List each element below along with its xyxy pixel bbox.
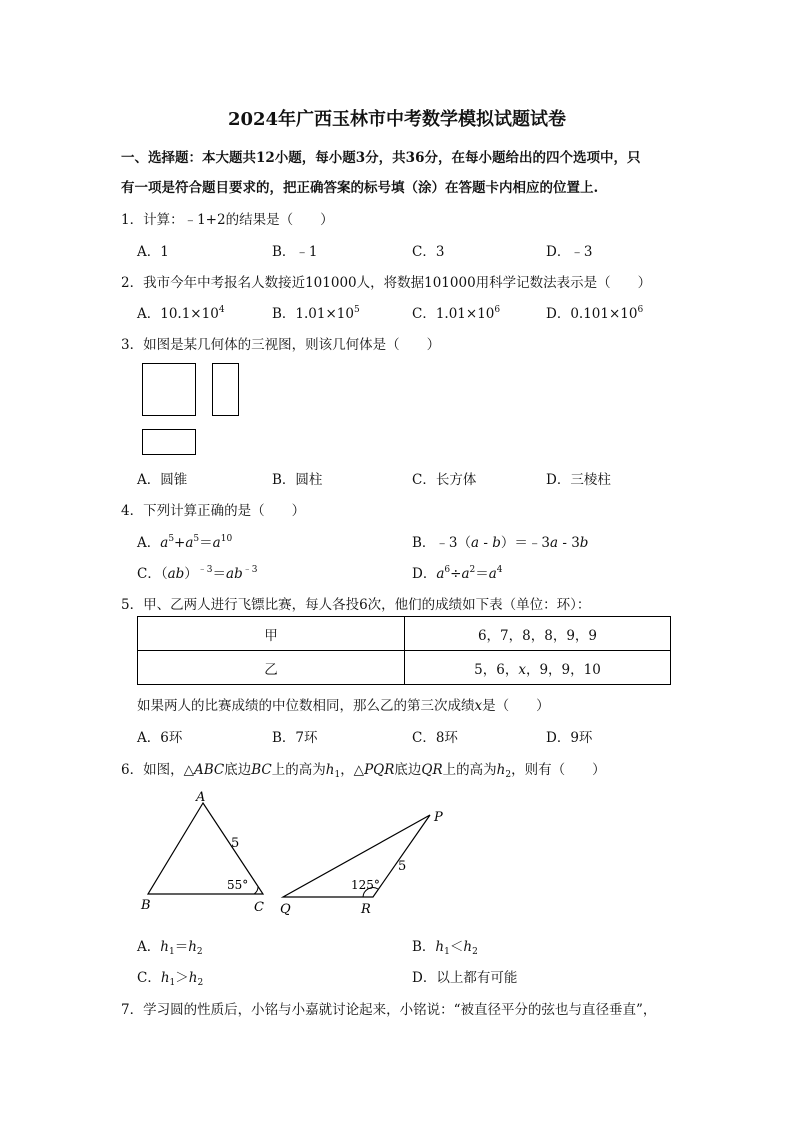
- angle-label-125: 125°: [351, 878, 380, 892]
- question-2-option-d: D．$0.101\times 10^6$: [546, 305, 644, 322]
- page-title: 2024年广西玉林市中考数学模拟试题试卷: [227, 109, 567, 130]
- question-5-prompt: 如果两人的比赛成绩的中位数相同，那么乙的第三次成绩x是（ ）: [137, 698, 550, 714]
- question-5-stem: 5．甲、乙两人进行飞镖比赛，每人各投6次，他们的成绩如下表（单位：环）：: [121, 597, 591, 613]
- top-view-rectangle: [142, 429, 196, 455]
- score-table: [137, 616, 671, 685]
- question-1-option-a: A．1: [137, 244, 169, 260]
- question-3-option-a: A．圆锥: [137, 472, 188, 488]
- side-length-label: 5: [231, 836, 240, 851]
- section-instructions-line1: 一、选择题：本大题共12小题，每小题3分，共36分，在每小题给出的四个选项中，只: [121, 150, 641, 166]
- question-1-stem: 1．计算：﹣1+2的结果是（ ）: [121, 212, 334, 228]
- question-6-option-a: A．$h_1=h_2$: [137, 939, 203, 957]
- side-length-label: 5: [398, 859, 407, 874]
- question-6-option-c: C．$h_1>h_2$: [137, 970, 204, 988]
- question-5-option-b: B．7环: [272, 730, 318, 746]
- question-1-option-b: B．﹣1: [272, 244, 318, 260]
- front-view-square: [142, 363, 196, 416]
- question-6-stem: 6．如图，△ABC底边BC上的高为$h_1$，△PQR底边QR上的高为$h_2$，则有（ ）: [121, 762, 606, 780]
- question-6-option-d: D．以上都有可能: [412, 970, 518, 986]
- question-4-option-a: A．$a^5+a^5=a^{10}$: [137, 534, 233, 551]
- vertex-label-a: A: [196, 790, 206, 805]
- vertex-label-b: B: [141, 898, 151, 913]
- vertex-label-q: Q: [280, 902, 291, 917]
- side-view-rectangle: [212, 363, 239, 416]
- table-cell-name: 乙: [138, 651, 405, 685]
- question-3-stem: 3．如图是某几何体的三视图，则该几何体是（ ）: [121, 337, 441, 353]
- vertex-label-r: R: [361, 902, 371, 917]
- table-cell-scores: 6，7，8，8，9，9: [405, 617, 671, 651]
- question-4-option-c: C．$(ab)^{﹣3}=ab^{﹣3}$: [137, 565, 258, 582]
- question-2-option-a: A．$10.1\times 10^4$: [137, 305, 225, 322]
- vertex-label-c: C: [254, 900, 264, 915]
- question-5-option-d: D．9环: [546, 730, 593, 746]
- table-cell-scores: 5，6，x，9，9，10: [405, 651, 671, 685]
- question-5-option-a: A．6环: [137, 730, 183, 746]
- question-2-option-b: B．$1.01\times 10^5$: [272, 305, 360, 322]
- table-row: [138, 651, 671, 685]
- question-4-stem: 4．下列计算正确的是（ ）: [121, 503, 306, 519]
- table-row: [138, 617, 671, 651]
- table-cell-name: 甲: [138, 617, 405, 651]
- question-1-option-c: C．3: [412, 244, 445, 260]
- question-2-option-c: C．$1.01\times 10^6$: [412, 305, 501, 322]
- angle-c-arc: [254, 886, 258, 894]
- triangle-figures: [130, 785, 460, 920]
- question-4-option-d: D．$a^6\div a^2=a^4$: [412, 565, 503, 582]
- question-1-option-d: D．﹣3: [546, 244, 593, 260]
- vertex-label-p: P: [434, 810, 443, 825]
- question-2-stem: 2．我市今年中考报名人数接近101000人，将数据101000用科学记数法表示是（ ）: [121, 275, 652, 291]
- section-instructions-line2: 有一项是符合题目要求的，把正确答案的标号填（涂）在答题卡内相应的位置上.: [121, 180, 599, 196]
- question-3-option-c: C．长方体: [412, 472, 477, 488]
- question-4-option-b: B．﹣3（a - b）＝﹣3a - 3b: [412, 535, 589, 551]
- question-6-option-b: B．$h_1<h_2$: [412, 939, 478, 957]
- question-7-stem: 7．学习圆的性质后，小铭与小嘉就讨论起来，小铭说：“被直径平分的弦也与直径垂直”，: [121, 1002, 657, 1018]
- question-3-option-b: B．圆柱: [272, 472, 323, 488]
- question-5-option-c: C．8环: [412, 730, 458, 746]
- question-3-option-d: D．三棱柱: [546, 472, 611, 488]
- angle-label-55: 55°: [227, 878, 249, 892]
